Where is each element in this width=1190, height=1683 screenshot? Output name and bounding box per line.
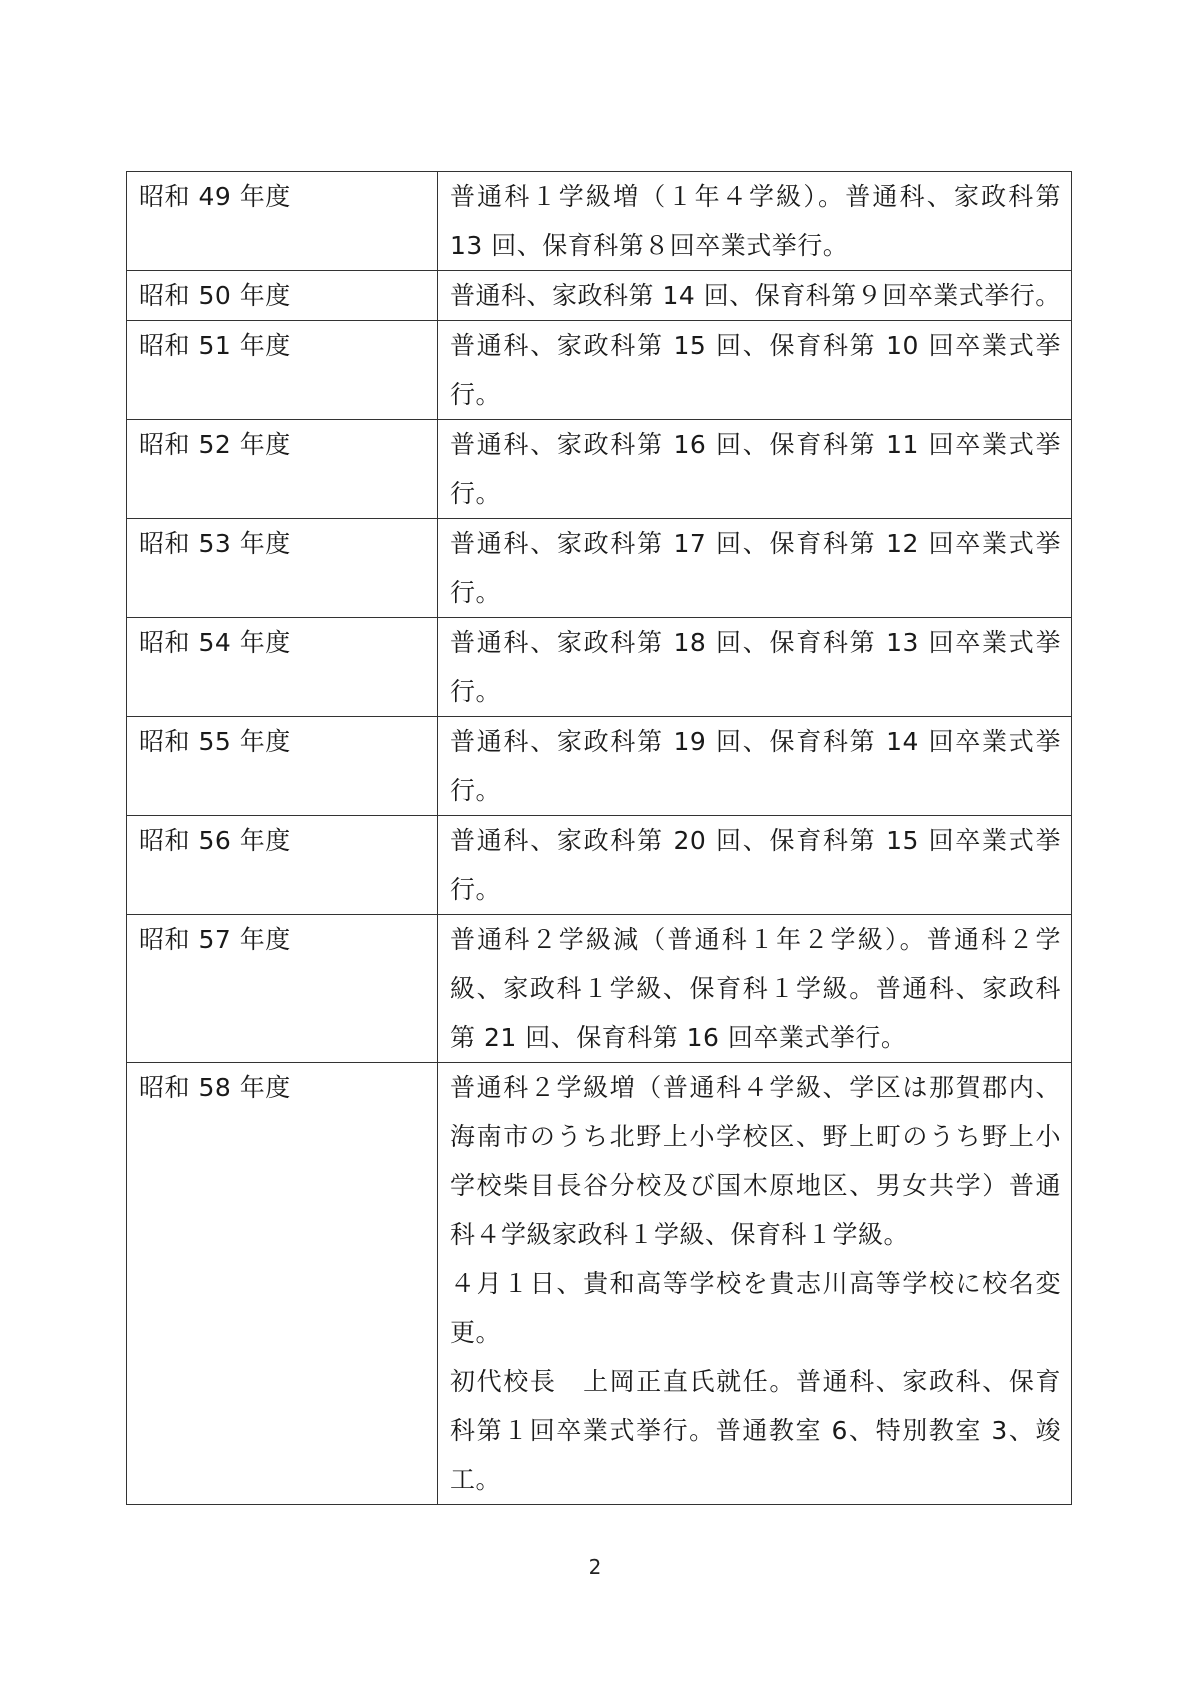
- description-paragraph: 普通科２学級増（普通科４学級、学区は那賀郡内、海南市のうち北野上小学校区、野上町のうち野上小学校柴目長谷分校及び国木原地区、男女共学）普通科４学級家政科１学級、保育科１学級。: [450, 1073, 1061, 1249]
- history-table-body: [127, 172, 1072, 1505]
- table-row: [127, 172, 1072, 271]
- year-cell: 昭和 52 年度: [127, 420, 438, 519]
- year-cell: 昭和 50 年度: [127, 271, 438, 321]
- description-cell: [438, 1063, 1072, 1505]
- description-cell: [438, 519, 1072, 618]
- description-paragraph: 普通科、家政科第 14 回、保育科第９回卒業式挙行。: [450, 281, 1061, 310]
- year-cell: 昭和 54 年度: [127, 618, 438, 717]
- description-cell: [438, 816, 1072, 915]
- description-paragraph: 普通科、家政科第 19 回、保育科第 14 回卒業式挙行。: [450, 727, 1061, 805]
- year-cell: 昭和 56 年度: [127, 816, 438, 915]
- description-cell: [438, 172, 1072, 271]
- description-cell: [438, 618, 1072, 717]
- description-cell: [438, 717, 1072, 816]
- description-paragraph: 普通科２学級減（普通科１年２学級）。普通科２学級、家政科１学級、保育科１学級。普通科、家政科第 21 回、保育科第 16 回卒業式挙行。: [450, 925, 1061, 1052]
- table-row: [127, 271, 1072, 321]
- year-cell: 昭和 51 年度: [127, 321, 438, 420]
- year-cell: 昭和 55 年度: [127, 717, 438, 816]
- description-paragraph: ４月１日、貴和高等学校を貴志川高等学校に校名変更。: [450, 1269, 1061, 1347]
- description-cell: [438, 271, 1072, 321]
- description-paragraph: 普通科、家政科第 20 回、保育科第 15 回卒業式挙行。: [450, 826, 1061, 904]
- table-row: [127, 717, 1072, 816]
- year-cell: 昭和 53 年度: [127, 519, 438, 618]
- table-row: [127, 1063, 1072, 1505]
- table-row: [127, 519, 1072, 618]
- description-cell: [438, 321, 1072, 420]
- description-paragraph: 普通科、家政科第 15 回、保育科第 10 回卒業式挙行。: [450, 331, 1061, 409]
- table-row: [127, 915, 1072, 1063]
- description-paragraph: 普通科、家政科第 18 回、保育科第 13 回卒業式挙行。: [450, 628, 1061, 706]
- description-paragraph: 初代校長 上岡正直氏就任。普通科、家政科、保育科第１回卒業式挙行。普通教室 6、特別教室 3、竣工。: [450, 1367, 1061, 1494]
- year-cell: 昭和 49 年度: [127, 172, 438, 271]
- year-cell: 昭和 57 年度: [127, 915, 438, 1063]
- table-row: [127, 816, 1072, 915]
- table-row: [127, 321, 1072, 420]
- description-paragraph: 普通科１学級増（１年４学級）。普通科、家政科第 13 回、保育科第８回卒業式挙行。: [450, 182, 1061, 260]
- history-table: [126, 171, 1072, 1505]
- year-cell: 昭和 58 年度: [127, 1063, 438, 1505]
- description-cell: [438, 420, 1072, 519]
- description-paragraph: 普通科、家政科第 16 回、保育科第 11 回卒業式挙行。: [450, 430, 1061, 508]
- description-cell: [438, 915, 1072, 1063]
- table-row: [127, 618, 1072, 717]
- page-number: 2: [588, 1555, 602, 1579]
- description-paragraph: 普通科、家政科第 17 回、保育科第 12 回卒業式挙行。: [450, 529, 1061, 607]
- table-row: [127, 420, 1072, 519]
